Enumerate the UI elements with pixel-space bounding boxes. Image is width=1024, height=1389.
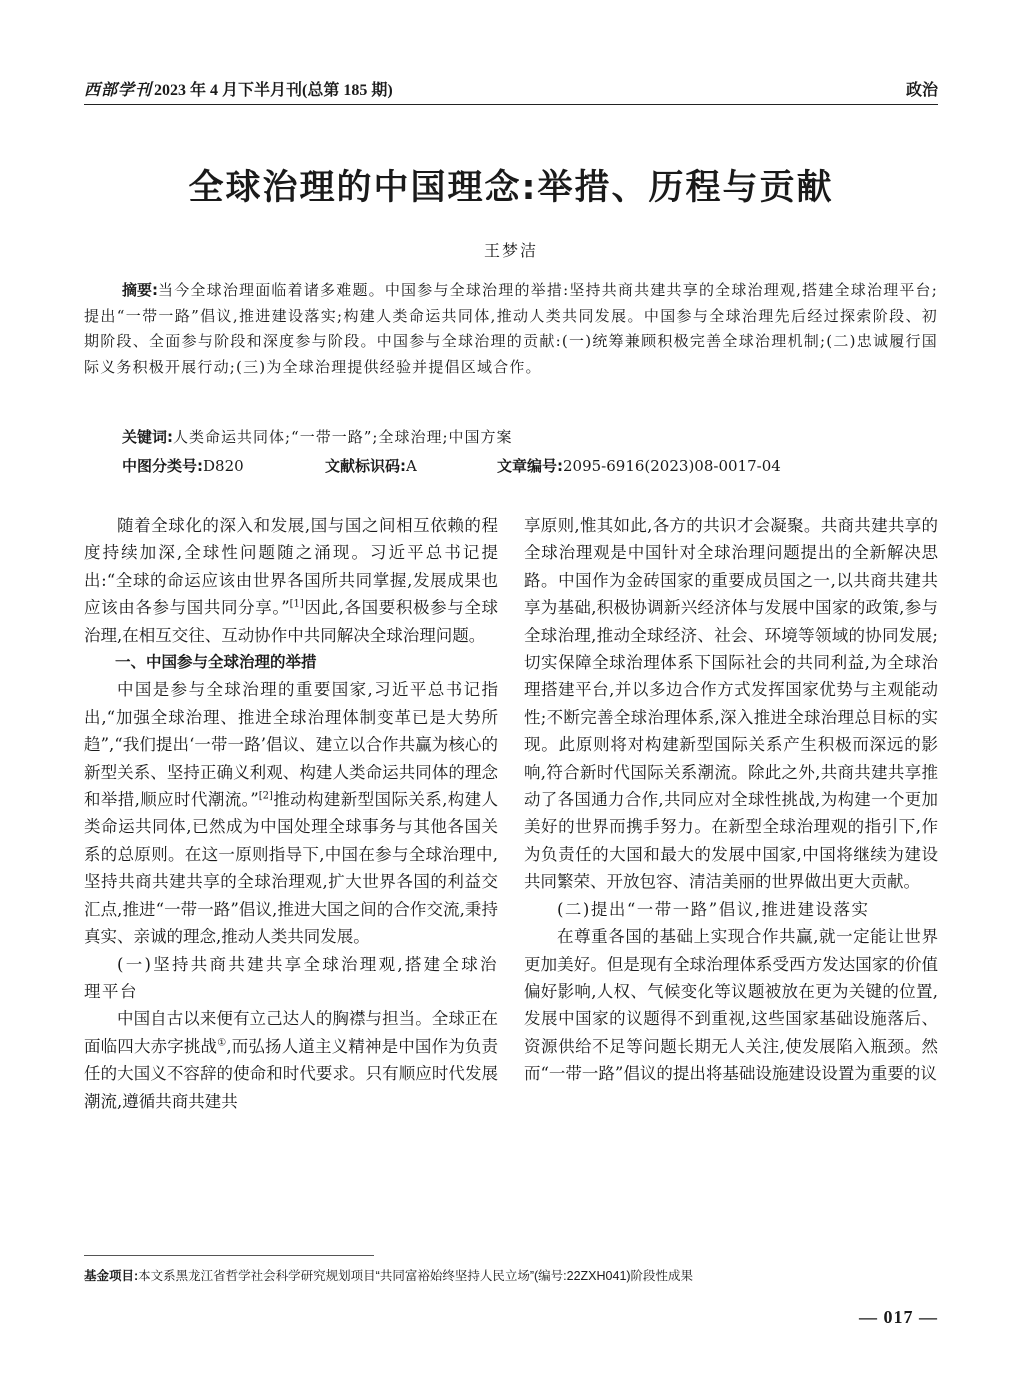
paragraph-text: 中国自古以来便有立己达人的胸襟与担当。全球正在面临四大赤字挑战 [84,1009,498,1056]
funding-text: 本文系黑龙江省哲学社会科学研究规划项目“共同富裕始终坚持人民立场”(编号:22ZXH041)阶段性成果 [138,1269,694,1283]
article-number [497,455,781,476]
paragraph: 享原则,惟其如此,各方的共识才会凝聚。共商共建共享的全球治理观是中国针对全球治理问题提出的全新解决思路。中国作为金砖国家的重要成员国之一,以共商共建共享为基础,积极协调新兴经济体与发展中国家的政策,参与全球治理,推动全球经济、社会、环境等领域的协同发展;切实保障全球治理体系下国际社会的共同利益,为全球治理搭建平台,并以多边合作方式发挥国家优势与主观能动性;不断完善全球治理体系,深入推进全球治理总目标的实现。此原则将对构建新型国际关系产生积极而深远的影响,符合新时代国际关系潮流。除此之外,共商共建共享推动了各国通力合作,共同应对全球性挑战,为构建一个更加美好的世界而携手努力。在新型全球治理观的指引下,作为负责任的大国和最大的发展中国家,中国将继续为建设共同繁荣、开放包容、清洁美丽的世界做出更大贡献。 [524,516,938,892]
issue-info: 2023 年 4 月下半月刊(总第 185 期) [154,82,393,99]
paragraph-text: ,而弘扬人道主义精神是中国作为负责任的大国义不容辞的使命和时代要求。只有顺应时代发展潮流,遵循共商共建共 [84,1036,499,1111]
paragraph-text: 随着全球化的深入和发展,国与国之间相互依赖的程度持续加深,全球性问题随之涌现。习近平总书记提出:“全球的命运应该由世界各国所共同掌握,发展成果也应该由各参与国共同分享。” [84,516,498,618]
paragraph [84,676,498,950]
subsection-heading: (二)提出“一带一路”倡议,推进建设落实 [557,899,870,919]
paragraph-text: 因此,各国要积极参与全球治理,在相互交往、互动协作中共同解决全球治理问题。 [84,598,499,645]
article-number-label: 文章编号: [497,457,563,475]
funding-label: 基金项目: [84,1269,139,1283]
subsection-heading: (一)坚持共商共建共享全球治理观,搭建全球治理平台 [84,954,498,1001]
clc-number [122,455,325,476]
doc-value: A [406,457,417,475]
footnote-divider [84,1255,374,1256]
paragraph-text: 推动构建新型国际关系,构建人类命运共同体,已然成为中国处理全球事务与其他各国关系的总原则。在这一原则指导下,中国在参与全球治理中,坚持共商共建共享的全球治理观,扩大世界各国的利益交汇点,推进“一带一路”倡议,推进大国之间的合作交流,秉持真实、亲诚的理念,推动人类共同发展。 [84,790,499,947]
journal-logo: 西部学刊 [84,82,153,99]
citation-ref: [2] [258,790,273,802]
body-column-right [524,512,938,1088]
article-number-value: 2095-6916(2023)08-0017-04 [563,457,781,475]
paragraph-text: 中国是参与全球治理的重要国家,习近平总书记指出,“加强全球治理、推进全球治理体制变革已是大势所趋”,“我们提出‘一带一路’倡议、建立以合作共赢为核心的新型关系、坚持正确义利观、构建人类命运共同体的理念和举措,顺应时代潮流。” [84,680,498,810]
section-heading: 一、中国参与全球治理的举措 [115,653,317,672]
article-author: 王梦洁 [483,241,538,260]
paragraph: 在尊重各国的基础上实现合作共赢,就一定能让世界更加美好。但是现有全球治理体系受西方发达国家的价值偏好影响,人权、气候变化等议题被放在更为关键的位置,发展中国家的议题得不到重视,这些国家基础设施落后、资源供给不足等问题长期无人关注,使发展陷入瓶颈。然而“一带一路”倡议的提出将基础设施建设设置为重要的议 [524,927,938,1084]
keywords-text: 人类命运共同体;“一带一路”;全球治理;中国方案 [173,428,513,446]
journal-issue [84,77,393,100]
running-header [84,70,938,105]
clc-value: D820 [203,457,244,475]
paragraph [84,1005,498,1115]
body-column-left [84,512,498,1115]
page-number: — 017 — [859,1307,938,1327]
funding-note [84,1266,938,1284]
abstract-text: 当今全球治理面临着诸多难题。中国参与全球治理的举措:坚持共商共建共享的全球治理观,搭建全球治理平台;提出“一带一路”倡议,推进建设落实;构建人类命运共同体,推动人类共同发展。中国参与全球治理先后经过探索阶段、初期阶段、全面参与阶段和深度参与阶段。中国参与全球治理的贡献:(一)统筹兼顾积极完善全球治理机制;(二)忠诚履行国际义务积极开展行动;(三)为全球治理提供经验并提倡区域合作。 [84,281,939,376]
article-title: 全球治理的中国理念:举措、历程与贡献 [188,168,834,208]
citation-ref: [1] [289,598,304,610]
abstract-label: 摘要: [122,281,159,299]
classification-line [122,455,938,476]
keywords-label: 关键词: [122,428,173,446]
section-name: 政治 [905,82,938,99]
abstract [84,278,938,380]
clc-label: 中图分类号: [122,457,203,475]
doc-label: 文献标识码: [325,457,406,475]
keywords [122,426,938,447]
footnote-marker: ① [217,1037,227,1049]
paragraph [84,512,498,649]
doc-code [325,455,497,476]
